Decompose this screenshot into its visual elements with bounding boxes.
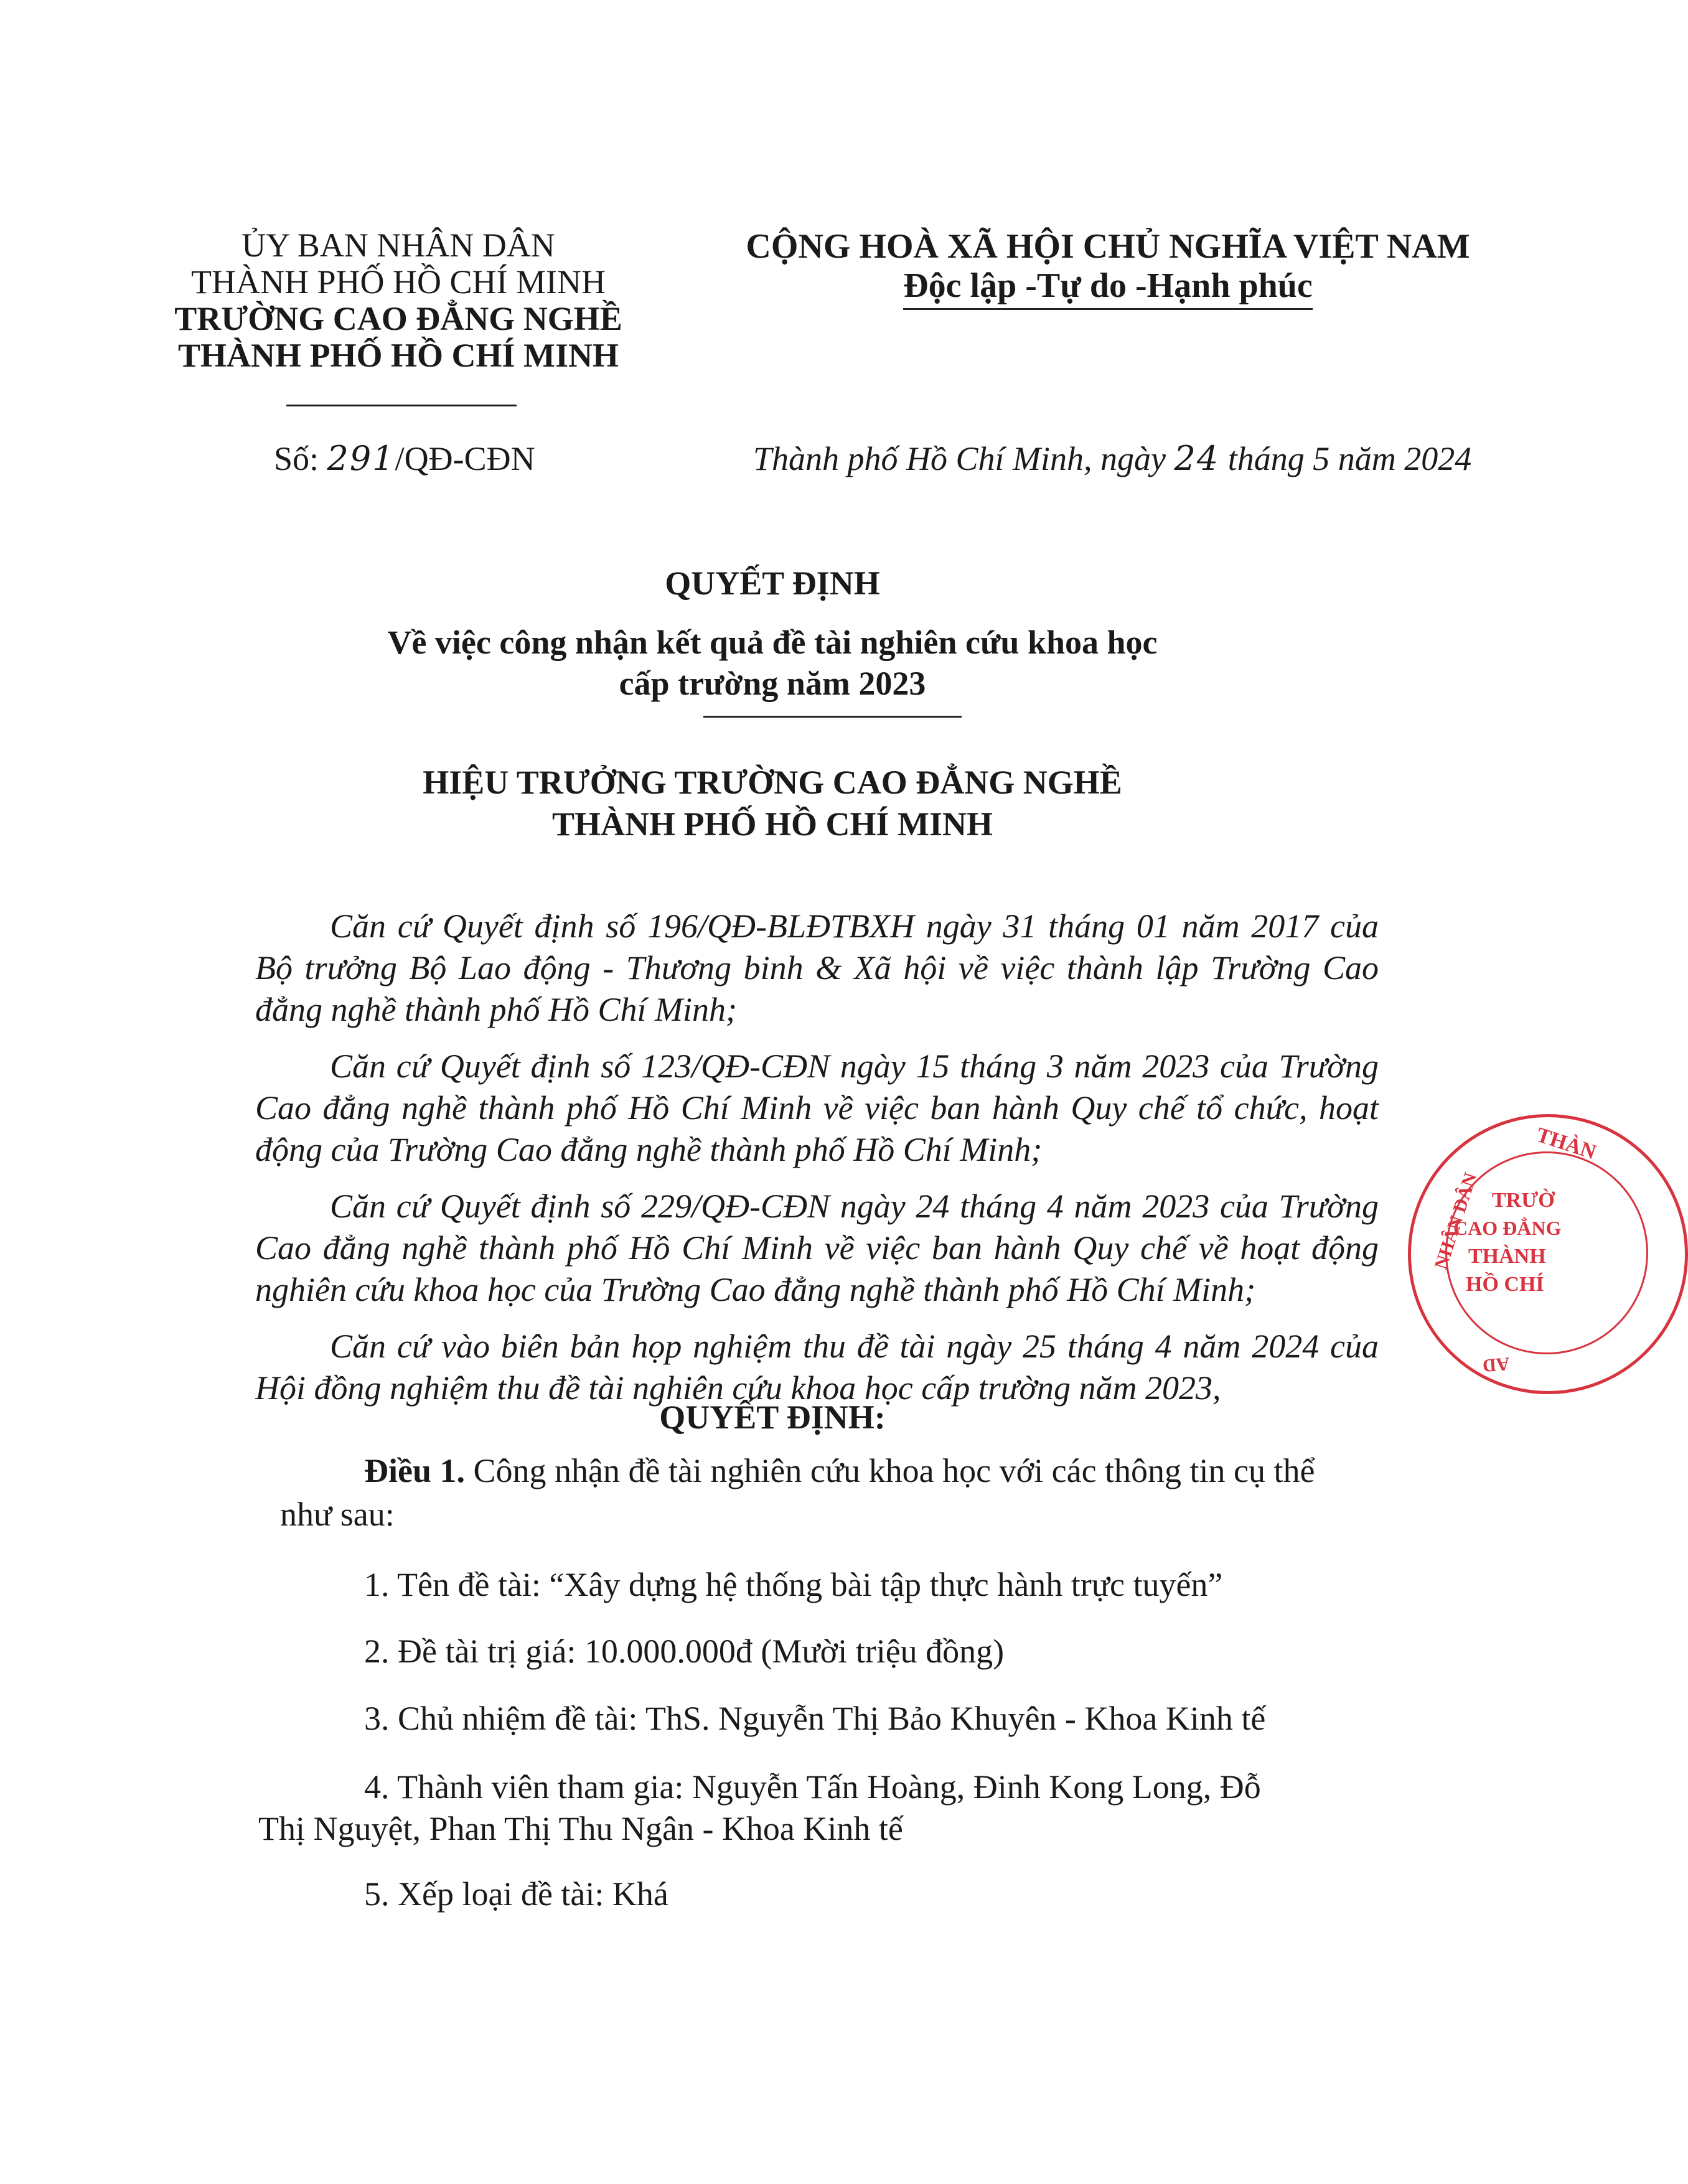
issuer-line-3: TRƯỜNG CAO ĐẲNG NGHỀ [174,300,622,337]
document-date [753,439,1471,478]
subject-line-2: cấp trường năm 2023 [619,665,926,702]
legal-basis-4: Căn cứ vào biên bản họp nghiệm thu đề tài ngày 25 tháng 4 năm 2024 của Hội đồng nghiệm thu đề tài nghiên cứu khoa học cấp trường năm 2023, [255,1328,1379,1407]
national-title: CỘNG HOÀ XÃ HỘI CHỦ NGHĨA VIỆT NAM [746,227,1470,266]
seal-center-2: CAO ĐẲNG [1453,1217,1562,1239]
issuer-line-4: THÀNH PHỐ HỒ CHÍ MINH [177,337,619,374]
doc-number-handwritten: 291 [327,439,395,478]
seal-ring-bottom: AD [1481,1353,1511,1376]
subject-underline [703,716,962,718]
seal-center-3: THÀNH [1468,1245,1546,1268]
official-seal [1408,1114,1688,1394]
date-day-handwritten: 24 [1174,439,1220,478]
authority-line-2: THÀNH PHỐ HỒ CHÍ MINH [551,805,993,843]
document-number [274,439,535,478]
item-members: 4. Thành viên tham gia: Nguyễn Tấn Hoàng, Đinh Kong Long, Đỗ [364,1768,1261,1806]
item-rating: 5. Xếp loại đề tài: Khá [364,1875,668,1913]
doc-number-prefix: Số: [274,440,327,477]
doc-number-suffix: /QĐ-CĐN [395,440,535,477]
national-motto: Độc lập -Tự do -Hạnh phúc [903,266,1313,310]
legal-basis-2: Căn cứ Quyết định số 123/QĐ-CĐN ngày 15 tháng 3 năm 2023 của Trường Cao đẳng nghề thành phố Hồ Chí Minh về việc ban hành Quy chế tổ chức, hoạt động của Trường Cao đẳng nghề thành phố Hồ Chí Minh; [255,1047,1379,1168]
subject-line-1: Về việc công nhận kết quả đề tài nghiên cứu khoa học [387,624,1158,661]
national-header [716,227,1500,310]
issuer-block [124,227,672,374]
date-prefix: Thành phố Hồ Chí Minh, ngày [753,440,1175,477]
article-1-text: Công nhận đề tài nghiên cứu khoa học với các thông tin cụ thể [465,1452,1315,1489]
document-title: QUYẾT ĐỊNH [665,565,880,602]
date-suffix: tháng 5 năm 2024 [1219,440,1472,477]
authority-line-1: HIỆU TRƯỞNG TRƯỜNG CAO ĐẲNG NGHỀ [423,764,1122,801]
article-1 [364,1450,1315,1492]
seal-ring-left: NHÂN DÂN [1430,1170,1481,1272]
issuer-line-2: THÀNH PHỐ HỒ CHÍ MINH [191,263,606,301]
legal-basis-3: Căn cứ Quyết định số 229/QĐ-CĐN ngày 24 tháng 4 năm 2023 của Trường Cao đẳng nghề thành phố Hồ Chí Minh về việc ban hành Quy chế về hoạt động nghiên cứu khoa học của Trường Cao đẳng nghề thành phố Hồ Chí Minh; [255,1188,1379,1308]
item-members-cont: Thị Nguyệt, Phan Thị Thu Ngân - Khoa Kinh tế [258,1810,903,1847]
legal-basis-1: Căn cứ Quyết định số 196/QĐ-BLĐTBXH ngày 31 tháng 01 năm 2017 của Bộ trưởng Bộ Lao động - Thương binh & Xã hội về việc thành lập Trường Cao đẳng nghề thành phố Hồ Chí Minh; [255,907,1379,1028]
article-1-label: Điều 1. [364,1452,465,1489]
issuer-underline [286,405,517,406]
seal-center-1: TRƯỜ [1492,1189,1555,1212]
seal-center-4: HỒ CHÍ [1466,1273,1544,1296]
article-1-continuation: như sau: [280,1496,395,1533]
item-topic-name: 1. Tên đề tài: “Xây dựng hệ thống bài tập thực hành trực tuyến” [364,1566,1223,1603]
item-lead-researcher: 3. Chủ nhiệm đề tài: ThS. Nguyễn Thị Bảo Khuyên - Khoa Kinh tế [364,1700,1266,1737]
decision-heading: QUYẾT ĐỊNH: [659,1399,886,1436]
issuer-line-1: ỦY BAN NHÂN DÂN [241,227,555,264]
item-topic-value: 2. Đề tài trị giá: 10.000.000đ (Mười triệu đồng) [364,1633,1005,1670]
seal-ring-top: THÀN [1533,1123,1599,1165]
